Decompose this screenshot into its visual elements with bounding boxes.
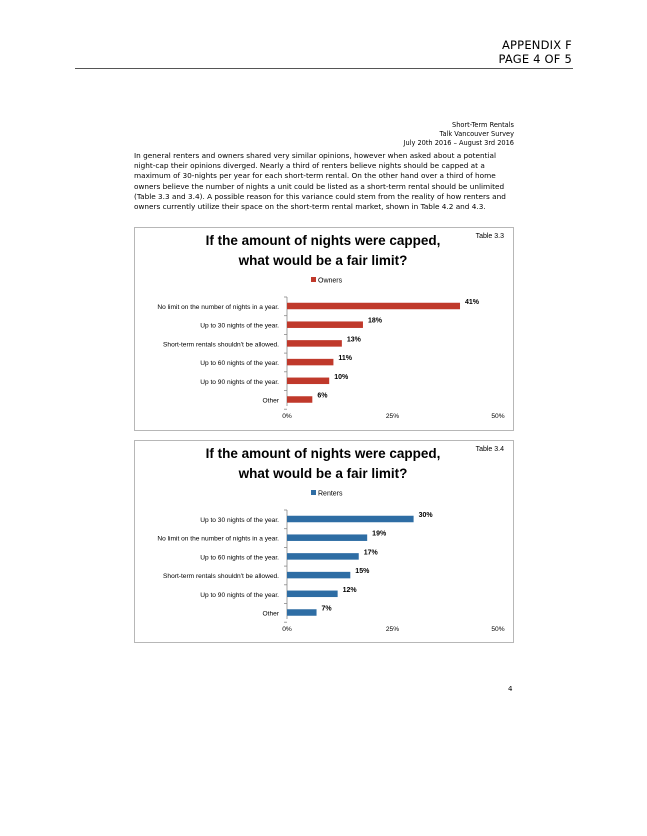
category-label: Up to 30 nights of the year. [200, 322, 279, 330]
chart-owners [134, 227, 514, 431]
x-tick-label: 0% [282, 626, 292, 633]
survey-info [404, 121, 515, 148]
x-tick-label: 0% [282, 413, 292, 420]
survey-dates: July 20th 2016 – August 3rd 2016 [403, 139, 514, 147]
renters-chart-svg [135, 441, 513, 642]
page-indicator: PAGE 4 OF 5 [498, 52, 572, 66]
value-label: 6% [317, 392, 328, 400]
bar [287, 378, 329, 385]
bar [287, 340, 342, 347]
bar [287, 572, 350, 579]
category-label: Other [262, 610, 279, 618]
category-label: Short-term rentals shouldn't be allowed. [163, 573, 279, 581]
chart-title-line: what would be a fair limit? [238, 253, 408, 268]
value-label: 10% [334, 373, 349, 381]
owners-chart-svg [135, 228, 513, 430]
bar [287, 359, 333, 366]
appendix-label: APPENDIX F [501, 38, 572, 52]
category-label: Up to 90 nights of the year. [200, 591, 279, 599]
bar [287, 534, 367, 541]
bar [287, 396, 312, 403]
chart-title-line: If the amount of nights were capped, [205, 233, 441, 248]
table-label: Table 3.4 [475, 446, 504, 453]
legend-label: Renters [318, 490, 343, 498]
body-text: In general renters and owners shared very similar opinions, however when asked about a potential night-cap their opinions diverged. Nearly a third of renters believe nights should be capped at a maximum of 30-nights per year for each short-term rental. On the other hand over a third of home owners believe the number of nights a unit could be listed as a short-term rental should be unlimited (Table 3.3 and 3.4). A possible reason for this variance could stem from the reality of how renters and owners currently utilize their space on the short-term rental market, shown in Table 4.2 and 4.3. [134, 151, 506, 212]
category-label: No limit on the number of nights in a year. [157, 535, 279, 543]
survey-name: Talk Vancouver Survey [439, 130, 514, 138]
survey-title: Short-Term Rentals [452, 121, 514, 129]
table-label: Table 3.3 [475, 233, 504, 240]
bar [287, 303, 460, 310]
value-label: 12% [342, 586, 357, 594]
category-label: Up to 60 nights of the year. [200, 554, 279, 562]
page-number: 4 [508, 685, 513, 693]
value-label: 17% [363, 549, 378, 557]
value-label: 19% [372, 530, 387, 538]
category-label: Other [262, 397, 279, 405]
chart-title-line: If the amount of nights were capped, [205, 446, 441, 461]
body-paragraph [134, 151, 519, 212]
value-label: 41% [465, 299, 480, 306]
chart-renters [134, 440, 514, 643]
category-label: Up to 30 nights of the year. [200, 517, 279, 524]
bar [287, 321, 363, 328]
bar [287, 553, 359, 560]
bar [287, 516, 414, 523]
x-tick-label: 50% [491, 626, 505, 633]
value-label: 7% [321, 605, 332, 613]
chart-title-line: what would be a fair limit? [238, 466, 408, 481]
value-label: 11% [338, 355, 353, 363]
value-label: 30% [418, 512, 433, 519]
x-tick-label: 25% [385, 626, 400, 633]
value-label: 15% [355, 568, 370, 576]
bar [287, 591, 338, 598]
category-label: Up to 60 nights of the year. [200, 360, 279, 368]
appendix-header [498, 38, 572, 66]
bar [287, 609, 317, 616]
value-label: 13% [346, 336, 361, 344]
legend-swatch [311, 490, 316, 495]
category-label: Up to 90 nights of the year. [200, 378, 279, 386]
value-label: 18% [367, 317, 382, 325]
header-divider [75, 68, 573, 69]
x-tick-label: 50% [491, 413, 505, 420]
category-label: Short-term rentals shouldn't be allowed. [163, 341, 279, 349]
x-tick-label: 25% [385, 413, 400, 420]
legend-swatch [311, 277, 316, 282]
category-label: No limit on the number of nights in a year. [157, 304, 279, 311]
legend-label: Owners [318, 277, 343, 285]
